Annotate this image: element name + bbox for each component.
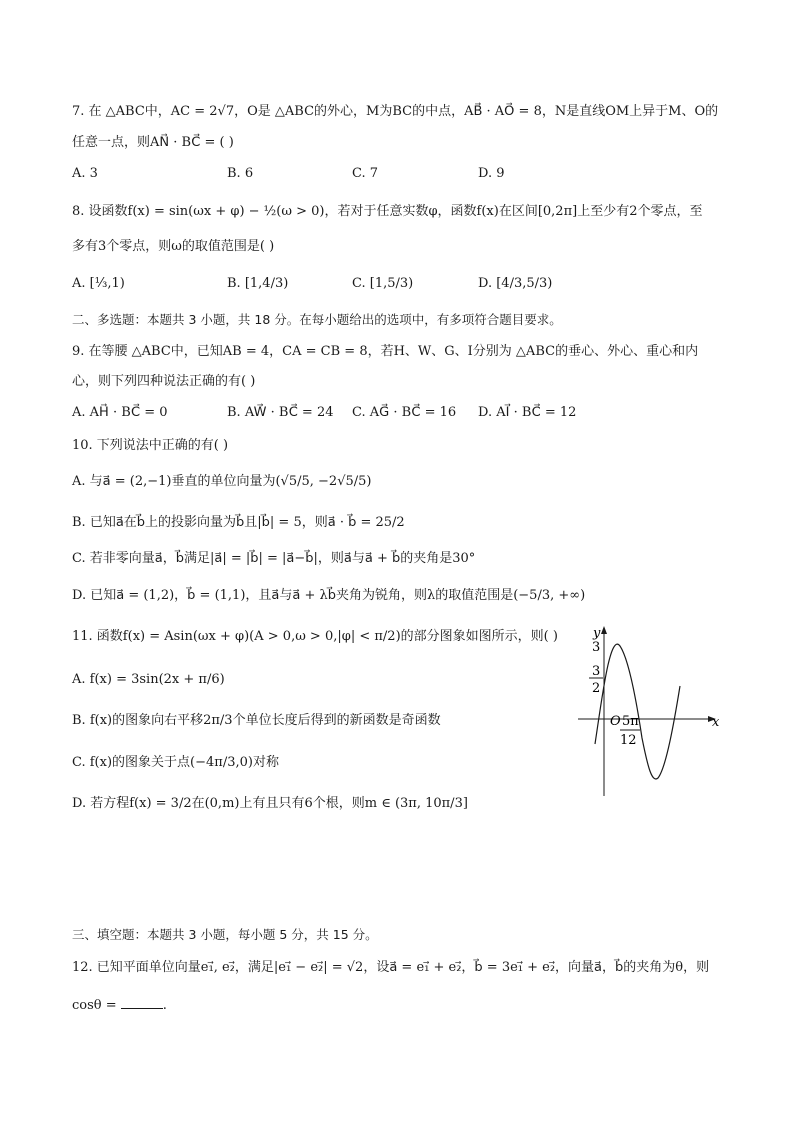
q7-option-c: C. 7 [352,166,379,181]
q9-stem-line1: 9. 在等腰 △ABC中，已知AB = 4，CA = CB = 8，若H、W、G、I分别为 △ABC的垂心、外心、重心和内 [72,344,699,359]
section-2-heading: 二、多选题：本题共 3 小题，共 18 分。在每小题给出的选项中，有多项符合题目要求。 [72,312,562,327]
q8-option-d: D. [4/3,5/3) [478,276,553,291]
q8-option-a: A. [⅓,1) [72,276,125,291]
q10-option-a: A. 与a⃗ = (2,−1)垂直的单位向量为(√5/5, −2√5/5) [72,474,372,489]
q9-option-c: C. AG⃗ · BC⃗ = 16 [352,405,457,420]
q12-stem-line1: 12. 已知平面单位向量e₁⃗, e₂⃗，满足|e₁⃗ − e₂⃗| = √2，设a⃗ = e₁⃗ + e₂⃗，b⃗ = 3e₁⃗ + e₂⃗，向量a⃗，b⃗的夹角为θ，则 [72,960,710,975]
section-3-heading: 三、填空题：本题共 3 小题，每小题 5 分，共 15 分。 [72,927,378,942]
x-axis-label: x [712,715,720,730]
q12-cos-theta: cosθ = [72,998,117,1013]
y-axis-label: y [593,626,601,641]
q10-stem: 10. 下列说法中正确的有( ) [72,438,229,453]
q11-function-graph [570,618,730,803]
y-tick-half-numerator: 3 [592,664,601,679]
q9-option-b: B. AW⃗ · BC⃗ = 24 [227,405,334,420]
y-tick-half-denominator: 2 [592,681,601,696]
q12-period: . [162,998,167,1013]
q12-answer-blank[interactable] [121,996,163,1009]
q8-option-b: B. [1,4/3) [227,276,289,291]
y-axis-arrow [601,626,607,634]
sine-curve [595,644,680,779]
q11-option-a: A. f(x) = 3sin(2x + π/6) [72,672,225,687]
y-tick-3: 3 [592,640,601,655]
q7-option-a: A. 3 [72,166,98,181]
q11-option-c: C. f(x)的图象关于点(−4π/3,0)对称 [72,755,279,770]
q11-option-b: B. f(x)的图象向右平移2π/3个单位长度后得到的新函数是奇函数 [72,713,441,728]
q10-option-d: D. 已知a⃗ = (1,2)，b⃗ = (1,1)，且a⃗与a⃗ + λb⃗夹角为锐角，则λ的取值范围是(−5/3, +∞) [72,588,586,603]
q9-option-a: A. AH⃗ · BC⃗ = 0 [72,405,168,420]
x-tick-denominator: 12 [620,733,637,748]
q9-stem-line2: 心，则下列四种说法正确的有( ) [72,374,256,389]
q11-stem: 11. 函数f(x) = Asin(ωx + φ)(A > 0,ω > 0,|φ| < π/2)的部分图象如图所示，则( ) [72,629,558,644]
q10-option-b: B. 已知a⃗在b⃗上的投影向量为b⃗且|b⃗| = 5，则a⃗ · b⃗ = 25/2 [72,515,405,530]
origin-label: O [610,714,621,729]
x-tick-numerator: 5π [622,714,639,729]
q7-option-b: B. 6 [227,166,254,181]
q8-stem-line1: 8. 设函数f(x) = sin(ωx + φ) − ½(ω > 0)，若对于任意实数φ，函数f(x)在区间[0,2π]上至少有2个零点，至 [72,204,703,219]
q7-option-d: D. 9 [478,166,505,181]
q7-stem-line1: 7. 在 △ABC中，AC = 2√7，O是 △ABC的外心，M为BC的中点，AB⃗ · AO⃗ = 8，N是直线OM上异于M、O的 [72,104,719,119]
q8-stem-line2: 多有3个零点，则ω的取值范围是( ) [72,239,275,254]
q7-stem-line2: 任意一点，则AN⃗ · BC⃗ = ( ) [72,135,234,150]
q11-option-d: D. 若方程f(x) = 3/2在(0,m)上有且只有6个根，则m ∈ (3π, 10π/3] [72,796,468,811]
q10-option-c: C. 若非零向量a⃗，b⃗满足|a⃗| = |b⃗| = |a⃗−b⃗|，则a⃗与a⃗ + b⃗的夹角是30° [72,551,476,566]
q12-stem-line2 [72,996,167,1016]
q9-option-d: D. AI⃗ · BC⃗ = 12 [478,405,577,420]
q8-option-c: C. [1,5/3) [352,276,414,291]
